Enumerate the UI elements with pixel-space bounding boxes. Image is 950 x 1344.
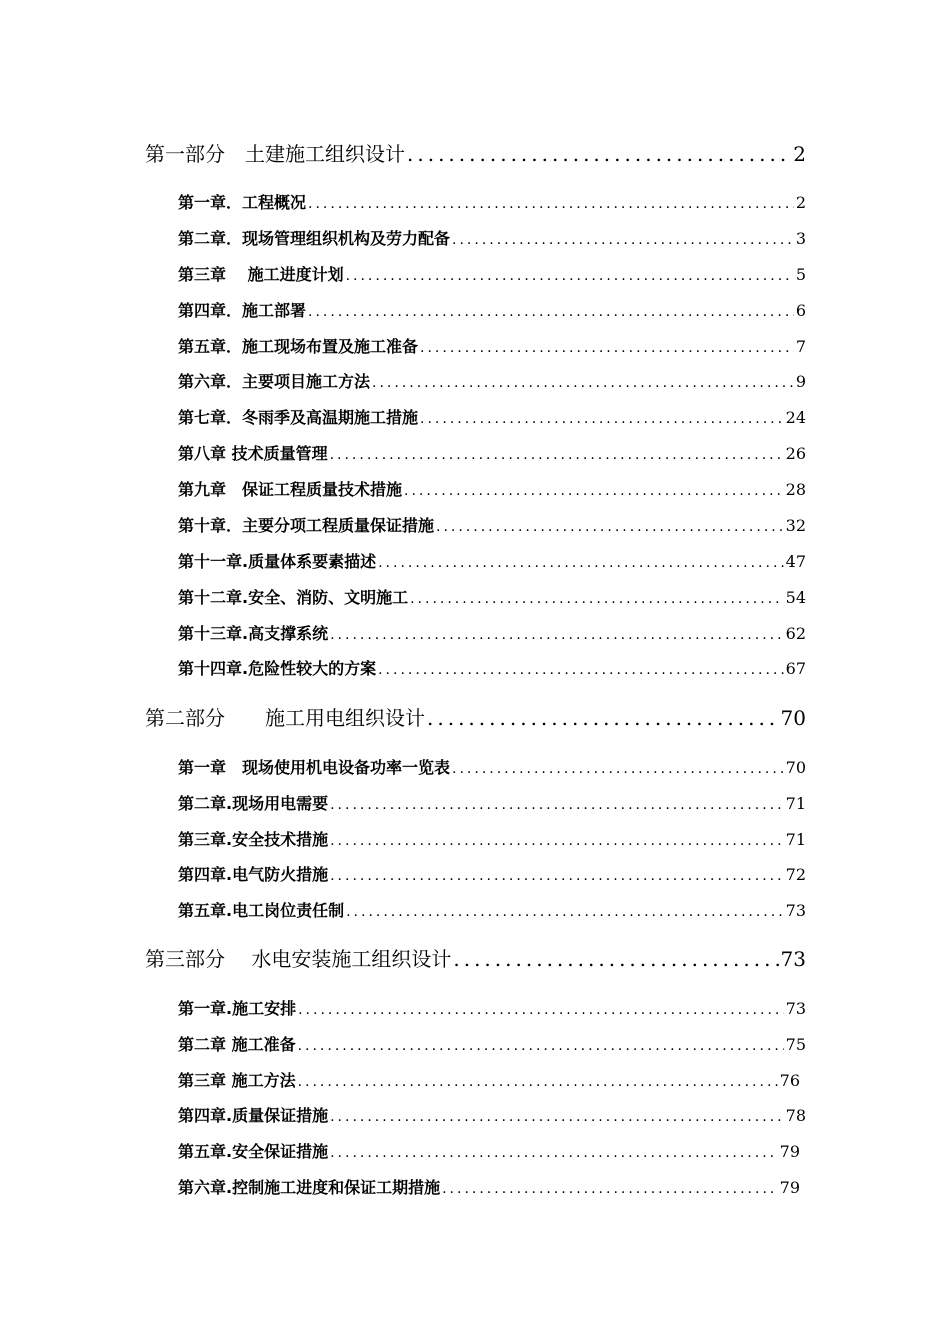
toc-page-number: 2 bbox=[795, 193, 806, 212]
dot-leader bbox=[330, 797, 784, 813]
toc-chapter-title: 第三章.安全技术措施 bbox=[178, 830, 329, 849]
toc-chapter-entry[interactable] bbox=[178, 262, 806, 286]
dot-leader bbox=[330, 868, 784, 884]
toc-chapter-title: 第三章 施工进度计划 bbox=[178, 265, 344, 284]
toc-page-number: 70 bbox=[785, 758, 806, 777]
toc-page-number: 24 bbox=[785, 408, 806, 427]
toc-chapter-entry[interactable] bbox=[178, 369, 806, 393]
toc-chapter-title: 第十一章.质量体系要素描述 bbox=[178, 552, 377, 571]
toc-chapter-title: 第十四章.危险性较大的方案 bbox=[178, 659, 377, 678]
toc-page-number: 76 bbox=[779, 1071, 800, 1090]
toc-chapter-entry[interactable] bbox=[178, 226, 806, 250]
dot-leader bbox=[372, 375, 794, 391]
toc-chapter-title: 第六章．主要项目施工方法 bbox=[178, 372, 371, 391]
toc-chapter-entry[interactable] bbox=[178, 621, 806, 645]
dot-leader bbox=[452, 232, 794, 248]
dot-leader bbox=[308, 196, 794, 212]
toc-chapter-title: 第四章．施工部署 bbox=[178, 301, 307, 320]
dot-leader bbox=[452, 761, 784, 777]
dot-leader bbox=[420, 340, 794, 356]
toc-chapter-entry[interactable] bbox=[178, 1103, 806, 1127]
dot-leader bbox=[404, 483, 784, 499]
toc-part-title: 第二部分 施工用电组织设计 bbox=[145, 706, 425, 730]
toc-chapter-entry[interactable] bbox=[178, 656, 806, 680]
toc-page-number: 7 bbox=[795, 337, 806, 356]
dot-leader bbox=[298, 1002, 784, 1018]
toc-chapter-entry[interactable] bbox=[178, 898, 806, 922]
toc-page-number: 32 bbox=[785, 516, 806, 535]
toc-page-number: 72 bbox=[785, 865, 806, 884]
toc-chapter-entry[interactable] bbox=[178, 827, 806, 851]
toc-chapter-entry[interactable] bbox=[178, 791, 806, 815]
toc-chapter-entry[interactable] bbox=[178, 513, 806, 537]
toc-page-number: 26 bbox=[785, 444, 806, 463]
toc-chapter-title: 第二章．现场管理组织机构及劳力配备 bbox=[178, 229, 451, 248]
toc-chapter-entry[interactable] bbox=[178, 298, 806, 322]
dot-leader bbox=[346, 904, 784, 920]
toc-chapter-entry[interactable] bbox=[178, 1068, 800, 1092]
toc-chapter-title: 第五章.安全保证措施 bbox=[178, 1142, 329, 1161]
toc-page-number: 78 bbox=[785, 1106, 806, 1125]
toc-chapter-entry[interactable] bbox=[178, 1175, 800, 1199]
toc-page-number: 67 bbox=[785, 659, 806, 678]
toc-chapter-entry[interactable] bbox=[178, 862, 806, 886]
toc-chapter-title: 第二章.现场用电需要 bbox=[178, 794, 329, 813]
toc-page-number: 47 bbox=[785, 552, 806, 571]
dot-leader bbox=[427, 706, 779, 730]
dot-leader bbox=[330, 447, 784, 463]
toc-part-title: 第三部分 水电安装施工组织设计 bbox=[145, 947, 452, 971]
toc-page-number: 71 bbox=[785, 794, 806, 813]
toc-chapter-entry[interactable] bbox=[178, 1032, 806, 1056]
toc-page-number: 6 bbox=[795, 301, 806, 320]
toc-chapter-title: 第十二章.安全、消防、文明施工 bbox=[178, 588, 409, 607]
toc-chapter-entry[interactable] bbox=[178, 549, 806, 573]
toc-chapter-entry[interactable] bbox=[178, 996, 806, 1020]
dot-leader bbox=[308, 304, 794, 320]
toc-chapter-entry[interactable] bbox=[178, 334, 806, 358]
toc-chapter-title: 第九章 保证工程质量技术措施 bbox=[178, 480, 403, 499]
toc-page-number: 73 bbox=[785, 901, 806, 920]
toc-page-number: 75 bbox=[785, 1035, 806, 1054]
toc-page-number: 79 bbox=[779, 1142, 800, 1161]
dot-leader bbox=[378, 555, 784, 571]
toc-chapter-title: 第四章.电气防火措施 bbox=[178, 865, 329, 884]
dot-leader bbox=[330, 833, 784, 849]
toc-chapter-title: 第八章 技术质量管理 bbox=[178, 444, 328, 463]
toc-chapter-title: 第二章 施工准备 bbox=[178, 1035, 296, 1054]
toc-page-number: 54 bbox=[785, 588, 806, 607]
toc-page-number: 28 bbox=[785, 480, 806, 499]
dot-leader bbox=[442, 1181, 778, 1197]
dot-leader bbox=[453, 947, 778, 971]
dot-leader bbox=[298, 1038, 784, 1054]
toc-chapter-entry[interactable] bbox=[178, 1139, 800, 1163]
toc-page-number: 3 bbox=[795, 229, 806, 248]
toc-chapter-title: 第十章．主要分项工程质量保证措施 bbox=[178, 516, 435, 535]
toc-chapter-entry[interactable] bbox=[178, 755, 806, 779]
toc-chapter-title: 第三章 施工方法 bbox=[178, 1071, 296, 1090]
dot-leader bbox=[346, 268, 794, 284]
dot-leader bbox=[378, 662, 784, 678]
dot-leader bbox=[420, 411, 784, 427]
toc-chapter-title: 第一章．工程概况 bbox=[178, 193, 307, 212]
toc-chapter-entry[interactable] bbox=[178, 405, 806, 429]
dot-leader bbox=[436, 519, 784, 535]
toc-page-number: 62 bbox=[785, 624, 806, 643]
toc-chapter-entry[interactable] bbox=[178, 190, 806, 214]
dot-leader bbox=[330, 1109, 784, 1125]
toc-page-number: 9 bbox=[795, 372, 806, 391]
toc-chapter-title: 第七章．冬雨季及高温期施工措施 bbox=[178, 408, 419, 427]
toc-page-number: 73 bbox=[785, 999, 806, 1018]
dot-leader bbox=[407, 142, 791, 166]
toc-part-heading[interactable] bbox=[145, 138, 806, 168]
toc-part-heading[interactable] bbox=[145, 943, 806, 973]
dot-leader bbox=[298, 1074, 778, 1090]
toc-chapter-entry[interactable] bbox=[178, 585, 806, 609]
toc-chapter-title: 第一章 现场使用机电设备功率一览表 bbox=[178, 758, 451, 777]
toc-chapter-title: 第四章.质量保证措施 bbox=[178, 1106, 329, 1125]
toc-chapter-entry[interactable] bbox=[178, 441, 806, 465]
dot-leader bbox=[330, 1145, 778, 1161]
toc-page-number: 71 bbox=[785, 830, 806, 849]
toc-page-number: 5 bbox=[795, 265, 806, 284]
dot-leader bbox=[410, 591, 784, 607]
toc-page-number: 2 bbox=[793, 142, 806, 166]
toc-chapter-title: 第十三章.高支撑系统 bbox=[178, 624, 329, 643]
toc-page-number: 73 bbox=[780, 947, 806, 971]
toc-chapter-title: 第五章．施工现场布置及施工准备 bbox=[178, 337, 419, 356]
toc-page-number: 70 bbox=[780, 706, 806, 730]
dot-leader bbox=[330, 627, 784, 643]
toc-chapter-title: 第五章.电工岗位责任制 bbox=[178, 901, 345, 920]
toc-part-title: 第一部分 土建施工组织设计 bbox=[145, 142, 405, 166]
toc-chapter-title: 第六章.控制施工进度和保证工期措施 bbox=[178, 1178, 441, 1197]
toc-chapter-title: 第一章.施工安排 bbox=[178, 999, 297, 1018]
toc-page-number: 79 bbox=[779, 1178, 800, 1197]
toc-part-heading[interactable] bbox=[145, 702, 806, 732]
toc-chapter-entry[interactable] bbox=[178, 477, 806, 501]
